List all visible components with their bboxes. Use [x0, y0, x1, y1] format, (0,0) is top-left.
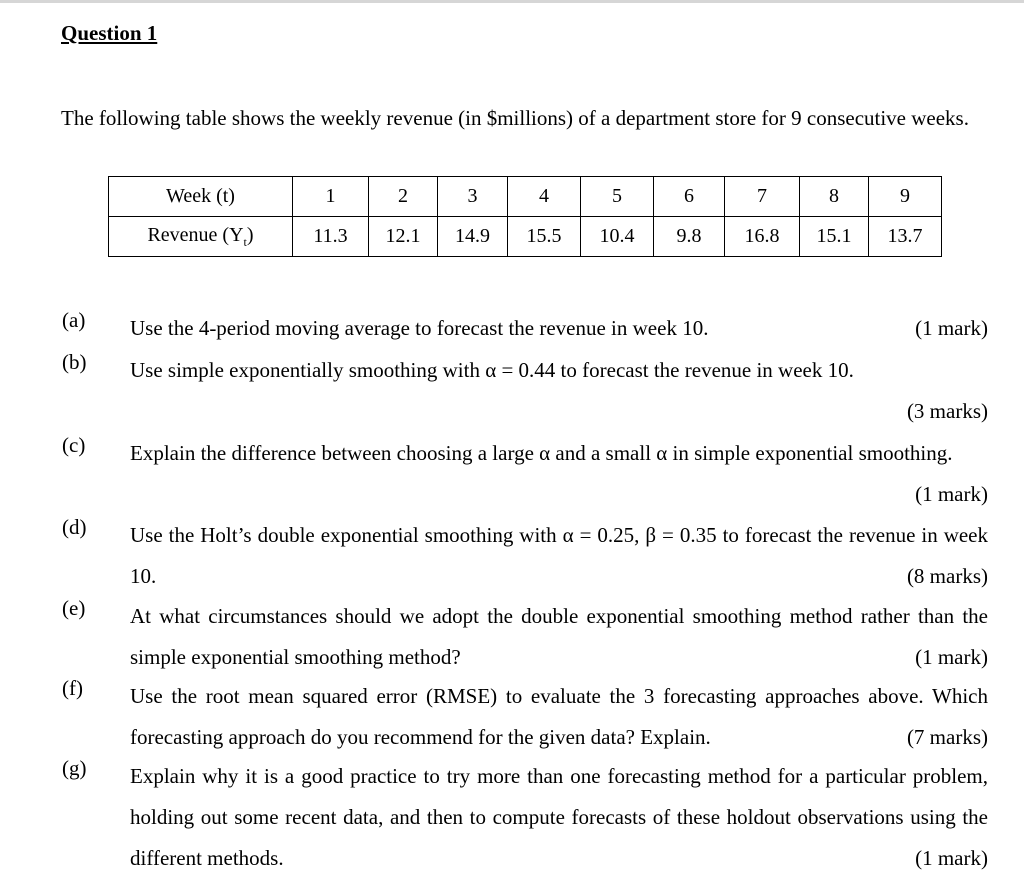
- week-cell: 1: [293, 177, 369, 217]
- week-header: Week (t): [109, 177, 293, 217]
- question-text: Use simple exponentially smoothing with α = 0.44 to forecast the revenue in week 10. (3 marks): [130, 350, 988, 432]
- marks: (1 mark): [915, 482, 988, 506]
- question-label: (a): [62, 308, 86, 332]
- question-label: (f): [62, 676, 83, 700]
- revenue-cell: 13.7: [869, 217, 942, 257]
- question-label: (d): [62, 515, 87, 539]
- week-cell: 2: [369, 177, 438, 217]
- question-text: Use the Holt’s double exponential smoothing with α = 0.25, β = 0.35 to forecast the revenue in week 10. (8 marks): [130, 515, 988, 597]
- revenue-cell: 9.8: [654, 217, 725, 257]
- question-label: (b): [62, 350, 87, 374]
- question-label: (c): [62, 433, 86, 457]
- question-text: Explain the difference between choosing a large α and a small α in simple exponential smoothing. (1 mark): [130, 433, 988, 515]
- week-cell: 8: [800, 177, 869, 217]
- revenue-header: Revenue $(Y_t)$: [109, 217, 293, 257]
- question-text: Use the 4-period moving average to forecast the revenue in week 10. (1 mark): [130, 308, 988, 349]
- marks: (7 marks): [906, 725, 988, 749]
- week-cell: 9: [869, 177, 942, 217]
- marks: (1 mark): [915, 846, 988, 870]
- marks: (1 mark): [915, 316, 988, 340]
- marks: (1 mark): [915, 645, 988, 669]
- revenue-cell: 14.9: [438, 217, 508, 257]
- question-text: Use the root mean squared error (RMSE) to evaluate the 3 forecasting approaches above. Which forecasting approach do you recommend for the given data? Explain. (7 marks): [130, 676, 988, 758]
- week-cell: 3: [438, 177, 508, 217]
- revenue-cell: 15.1: [800, 217, 869, 257]
- revenue-cell: 10.4: [581, 217, 654, 257]
- revenue-cell: 12.1: [369, 217, 438, 257]
- week-cell: 5: [581, 177, 654, 217]
- question-title: Question 1: [61, 21, 158, 45]
- revenue-table: [108, 176, 942, 257]
- intro-text: The following table shows the weekly revenue (in $millions) of a department store for 9 consecutive weeks.: [61, 106, 969, 130]
- week-cell: 7: [725, 177, 800, 217]
- marks: (8 marks): [906, 564, 988, 588]
- revenue-cell: 15.5: [508, 217, 581, 257]
- revenue-row: [109, 217, 942, 257]
- week-cell: 4: [508, 177, 581, 217]
- marks: (3 marks): [906, 399, 988, 423]
- week-cell: 6: [654, 177, 725, 217]
- revenue-cell: 16.8: [725, 217, 800, 257]
- revenue-cell: 11.3: [293, 217, 369, 257]
- week-row: [109, 177, 942, 217]
- question-text: At what circumstances should we adopt the double exponential smoothing method rather than the simple exponential smoothing method? (1 mark): [130, 596, 988, 678]
- question-label: (e): [62, 596, 86, 620]
- question-label: (g): [62, 756, 87, 780]
- question-text: Explain why it is a good practice to try more than one forecasting method for a particular problem, holding out some recent data, and then to compute forecasts of these holdout observations using the different methods. (1 mark): [130, 756, 988, 879]
- top-border: [0, 0, 1024, 3]
